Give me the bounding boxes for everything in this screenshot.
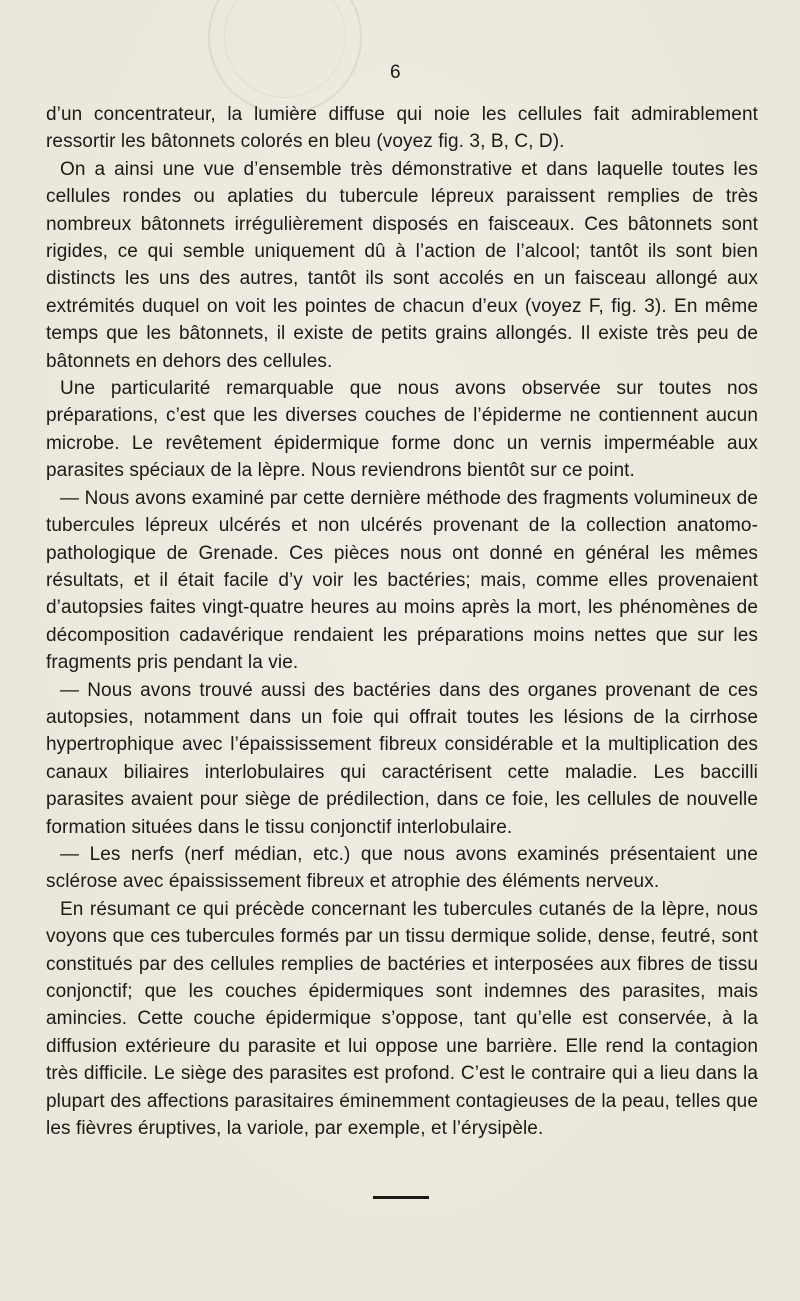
- paragraph: d’un concentrateur, la lumière diffuse qui noie les cellules fait admirablement ressortir les bâtonnets colorés en bleu (voyez fig. 3, B, C, D).: [46, 104, 758, 153]
- end-rule-divider: [373, 1196, 429, 1199]
- paragraph: — Les nerfs (nerf médian, etc.) que nous avons examinés présentaient une sclérose avec épaississement fibreux et atrophie des éléments nerveux.: [46, 843, 758, 893]
- page-number: 6: [390, 62, 401, 83]
- paragraph: — Nous avons trouvé aussi des bactéries dans des organes provenant de ces autopsies, notamment dans un foie qui offrait toutes les lésions de la cirrhose hypertrophique avec l’épaississement fibreux considérable et la multiplication des canaux biliaires interlobulaires qui caractérisent cette maladie. Les baccilli parasites avaient pour siège de prédilection, dans ce foie, les cellules de nouvelle formation situées dans le tissu conjonctif interlobulaire.: [46, 679, 758, 838]
- paragraph: En résumant ce qui précède concernant les tubercules cutanés de la lèpre, nous voyons que ces tubercules formés par un tissu dermique solide, dense, feutré, sont constitués par des cellules remplies de bactéries et interposées aux fibres de tissu conjonctif; que les couches épidermiques sont indemnes des parasites, mais amincies. Cette couche épidermique s’oppose, tant qu’elle est conservée, à la diffusion extérieure du parasite et lui oppose une barrière. Elle rend la contagion très difficile. Le siège des parasites est profond. C’est le contraire qui a lieu dans la plupart des affections parasitaires éminemment contagieuses de la peau, telles que les fièvres éruptives, la variole, par exemple, et l’érysipèle.: [46, 898, 758, 1140]
- body-text: [46, 101, 758, 1142]
- paragraph: Une particularité remarquable que nous avons observée sur toutes nos préparations, c’est que les diverses couches de l’épiderme ne contiennent aucun microbe. Le revêtement épidermique forme donc un vernis imperméable aux parasites spéciaux de la lèpre. Nous reviendrons bientôt sur ce point.: [46, 378, 758, 482]
- paragraph: On a ainsi une vue d’ensemble très démonstrative et dans laquelle toutes les cellules rondes ou aplaties du tubercule lépreux paraissent remplies de très nombreux bâtonnets irrégulièrement disposés en faisceaux. Ces bâtonnets sont rigides, ce qui semble uniquement dû à l’action de l’alcool; tantôt ils sont bien distincts les uns des autres, tantôt ils sont accolés en un faisceau allongé aux extrémités duquel on voit les pointes de chacun d’eux (voyez F, fig. 3). En même temps que les bâtonnets, il existe de petits grains allongés. Il existe très peu de bâtonnets en dehors des cellules.: [46, 158, 758, 372]
- paragraph: — Nous avons examiné par cette dernière méthode des fragments volumineux de tubercules lépreux ulcérés et non ulcérés provenant de la collection anatomo-pathologique de Grenade. Ces pièces nous ont donné en général les mêmes résultats, et il était facile d’y voir les bactéries; mais, comme elles provenaient d’autopsies faites vingt-quatre heures au moins après la mort, les phénomènes de décomposition cadavérique rendaient les préparations moins nettes que sur les fragments pris pendant la vie.: [46, 487, 758, 674]
- library-stamp-watermark: [208, 0, 362, 114]
